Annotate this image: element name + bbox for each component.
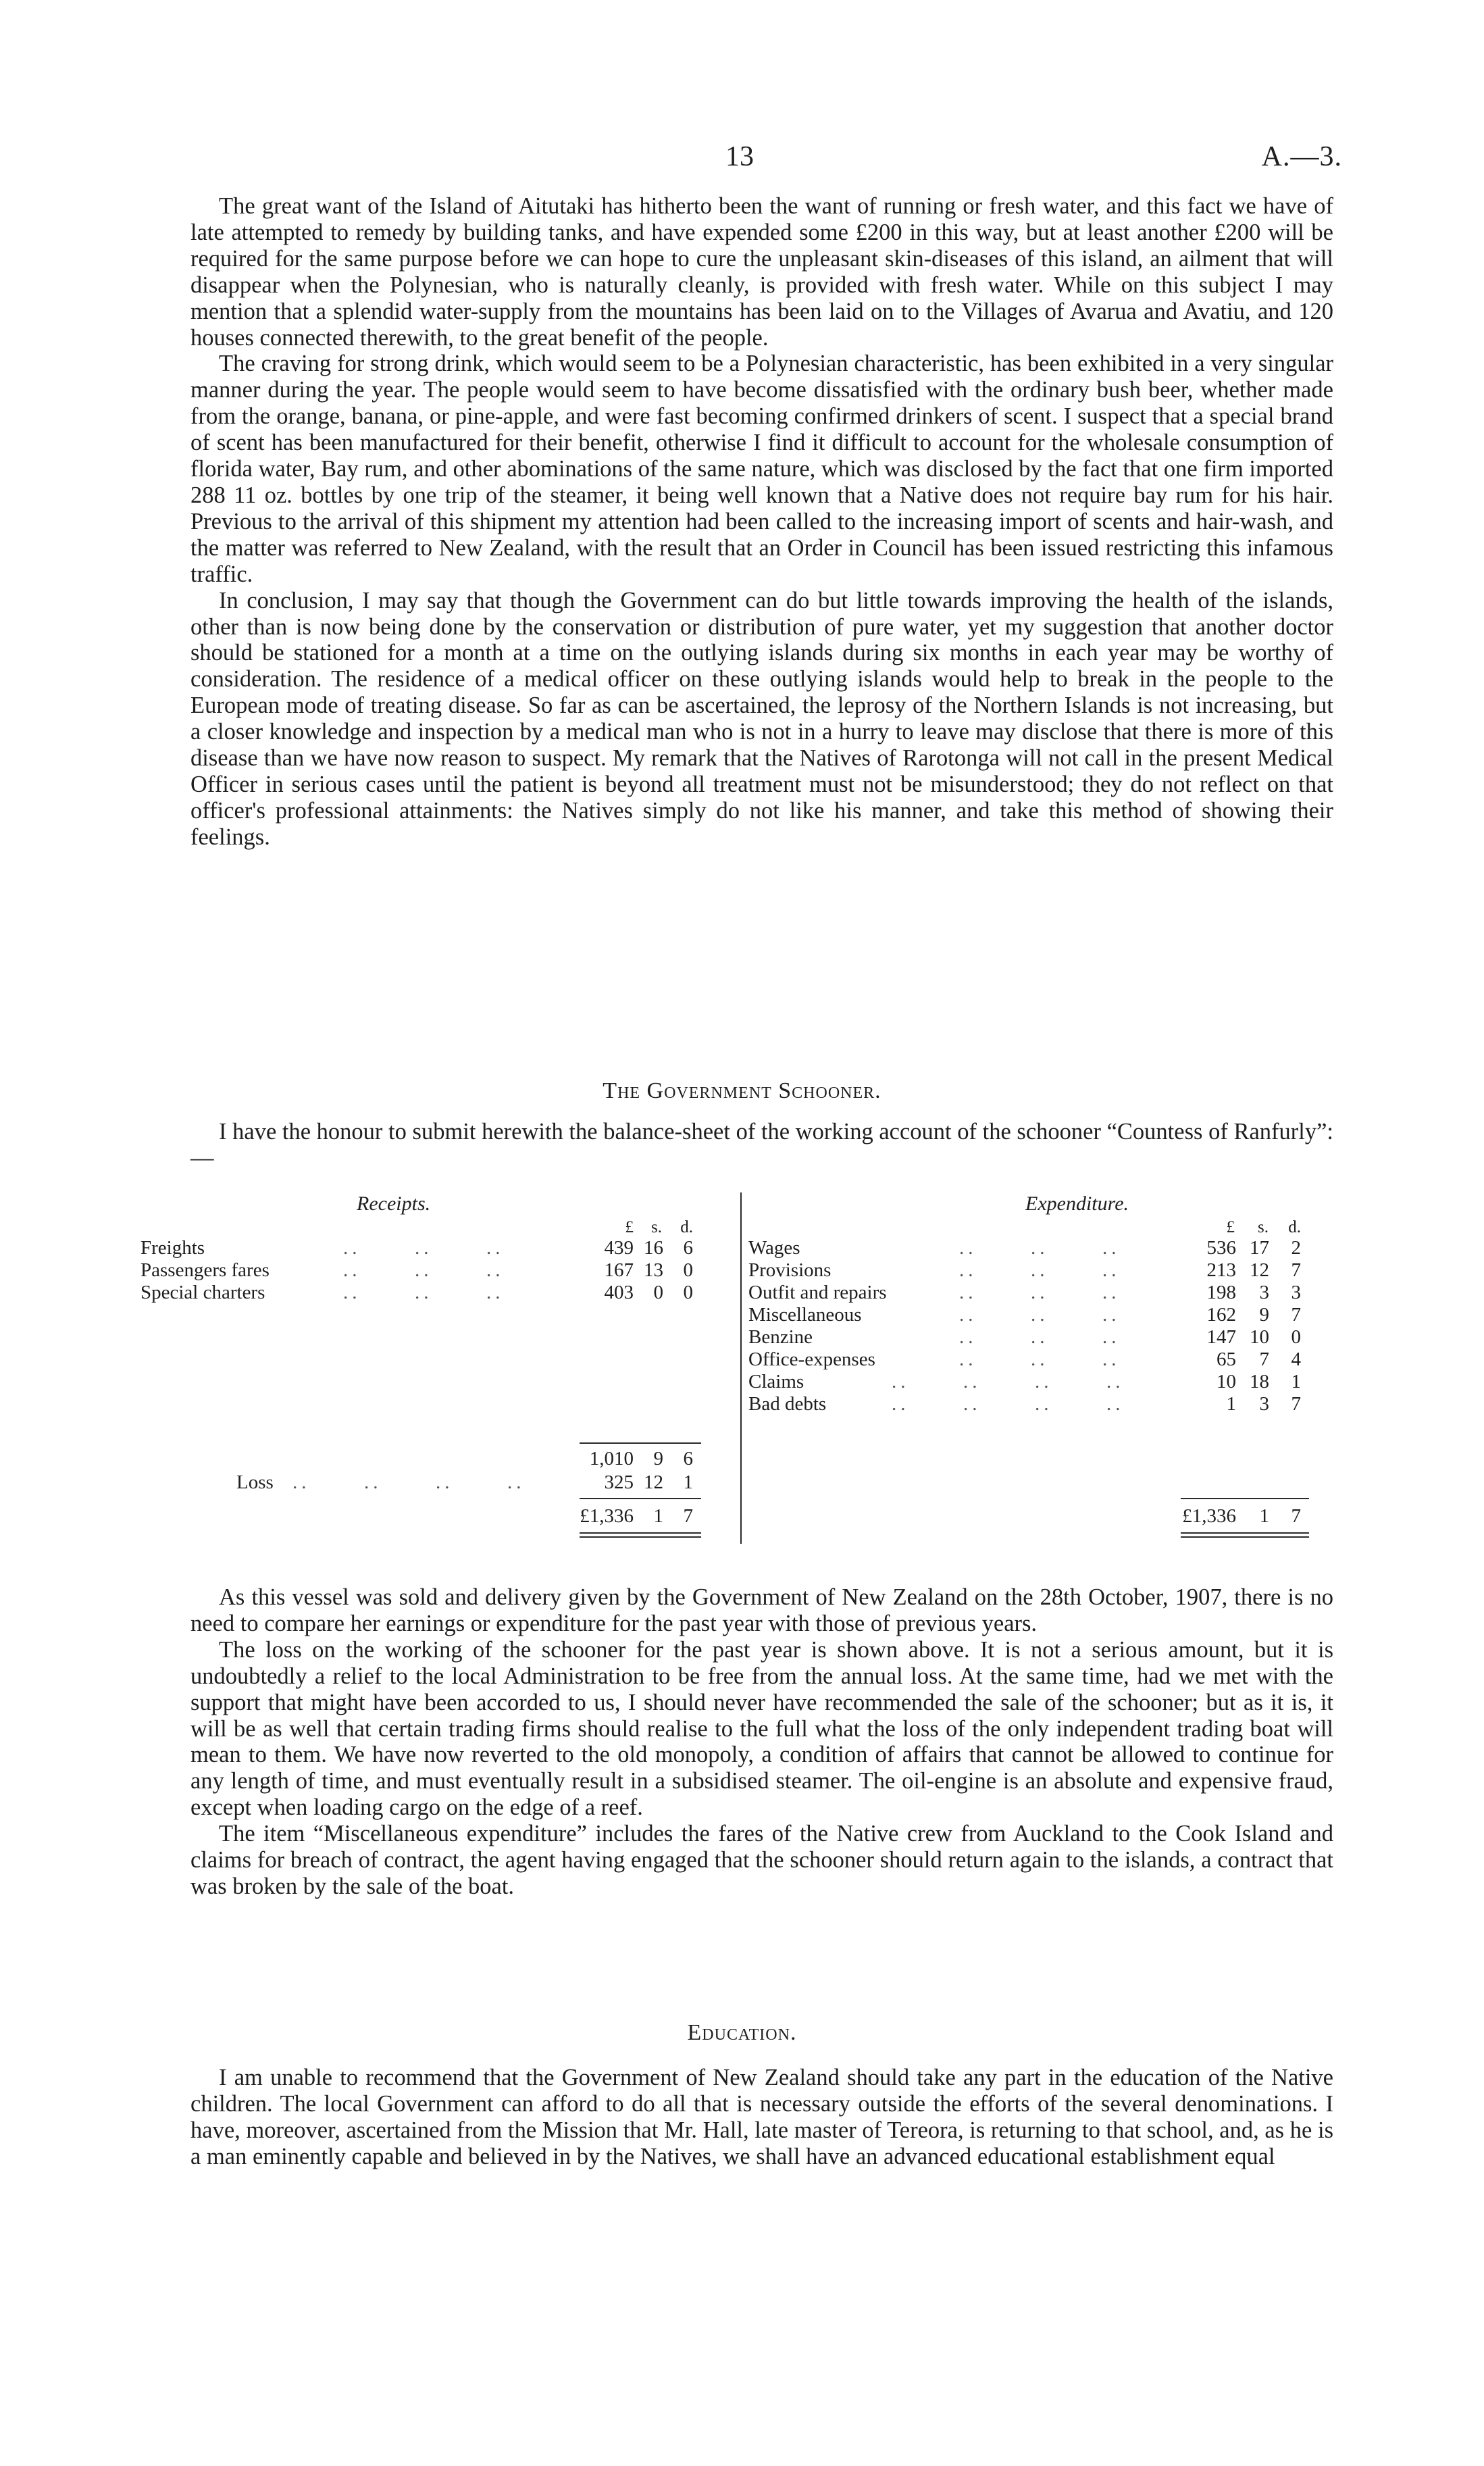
receipts-row [140,1259,728,1282]
receipts-label: Freights [140,1237,205,1259]
schooner-heading: The Government Schooner. [603,1078,881,1103]
expenditure-shillings: 3 [1259,1393,1269,1415]
expenditure-pence: 2 [1291,1237,1301,1259]
paragraph-aitutaki-water: The great want of the Island of Aitutaki has hitherto been the want of running or fresh water, and this fact we have of late attempted to remedy by building tanks, and have expended some £200 in this way, but at least another £200 will be required for the same purpose before we can hope to cure the unpleasant skin-diseases of this island, an ailment that will disappear when the Polynesian, who is naturally cleanly, is provided with fresh water. While on this subject I may mention that a splendid water-supply from the mountains has been laid on to the Villages of Avarua and Avatiu, and 120 houses connected therewith, to the great benefit of the people. [190,193,1333,351]
expenditure-pence: 7 [1291,1304,1301,1326]
leader-dots: .. .. .. .. [892,1371,1125,1392]
paragraph-miscellaneous-item: The item “Miscellaneous expenditure” includes the fares of the Native crew from Auckland to the Cook Island and claims for breach of contract, the agent having engaged that the schooner should return again to the islands, a contract that was broken by the sale of the boat. [190,1821,1333,1899]
leader-dots: .. .. .. [959,1304,1121,1326]
leader-dots: .. .. .. [959,1282,1121,1303]
receipts-total-row [140,1505,728,1528]
leader-dots: .. .. .. .. [892,1393,1125,1415]
receipts-pence: 0 [683,1259,693,1281]
expenditure-label: Miscellaneous [748,1304,862,1326]
expenditure-pence-header: d. [1288,1218,1301,1236]
expenditure-shillings: 7 [1259,1349,1269,1370]
receipts-pounds: 167 [604,1259,634,1281]
expenditure-row [748,1349,1329,1371]
education-heading: Education. [687,2020,797,2045]
expenditure-total-shillings: 1 [1259,1505,1269,1527]
receipts-shilling-header: s. [651,1218,662,1236]
receipts-shillings: 0 [653,1282,663,1303]
expenditure-label: Wages [748,1237,800,1259]
expenditure-label: Provisions [748,1259,831,1281]
expenditure-row [748,1282,1329,1304]
loss-pence: 1 [683,1471,693,1493]
receipts-pence-header: d. [680,1218,693,1236]
expenditure-row [748,1259,1329,1282]
expenditure-label: Outfit and repairs [748,1282,887,1303]
receipts-total-pence: 7 [683,1505,693,1527]
expenditure-pounds: 147 [1206,1326,1236,1348]
leader-dots: .. .. .. [959,1259,1121,1281]
subtotal-shillings: 9 [653,1448,663,1469]
document-reference: A.—3. [1261,141,1342,172]
leader-dots: .. .. .. [959,1349,1121,1370]
expenditure-pounds: 213 [1206,1259,1236,1281]
expenditure-total-row [748,1505,1329,1528]
expenditure-shillings: 18 [1250,1371,1269,1392]
leader-dots: .. .. .. [959,1237,1121,1259]
receipts-loss-row [140,1471,728,1494]
receipts-title: Receipts. [357,1192,431,1215]
receipts-label: Passengers fares [140,1259,270,1281]
expenditure-pounds: 536 [1206,1237,1236,1259]
paragraph-conclusion-health: In conclusion, I may say that though the Government can do but little towards improving the health of the islands, other than is now being done by the conservation or distribution of pure water, yet my suggestion that another doctor should be stationed for a month at a time on the outlying islands during six months in each year may be worthy of consideration. The residence of a medical officer on these outlying islands would help to break in the people to the European mode of treating disease. So far as can be ascertained, the leprosy of the Northern Islands is not increasing, but a closer knowledge and inspection by a medical man who is not in a hurry to leave may disclose that there is more of this disease than we have now reason to suspect. My remark that the Natives of Rarotonga will not call in the present Medical Officer in serious cases until the patient is beyond all treatment must not be misunderstood; they do not reflect on that officer's professional attainments: the Natives simply do not like his manner, and take this method of showing their feelings. [190,587,1333,850]
expenditure-shilling-header: s. [1258,1218,1269,1236]
receipts-row [140,1282,728,1304]
expenditure-shillings: 10 [1250,1326,1269,1348]
subtotal-pence: 6 [683,1448,693,1469]
expenditure-row [748,1371,1329,1393]
leader-dots: .. .. .. [959,1326,1121,1348]
leader-dots: .. .. .. [343,1259,505,1281]
receipts-shillings: 13 [644,1259,663,1281]
expenditure-label: Benzine [748,1326,813,1348]
expenditure-total-pounds: £1,336 [1182,1505,1236,1527]
expenditure-pounds: 10 [1217,1371,1236,1392]
schooner-intro-block [190,1119,1333,1172]
total-rule [580,1498,701,1499]
expenditure-pounds: 198 [1206,1282,1236,1303]
receipts-pounds: 439 [604,1237,634,1259]
expenditure-row [748,1304,1329,1326]
expenditure-row [748,1326,1329,1349]
receipts-subtotal-row [140,1448,728,1470]
leader-dots: .. .. .. [343,1237,505,1259]
paragraph-education: I am unable to recommend that the Government of New Zealand should take any part in the education of the Native children. The local Government can afford to do all that is necessary outside the efforts of the several denominations. I have, moreover, ascertained from the Mission that Mr. Hall, late master of Tereora, is returning to that school, and, as he is a man eminently capable and believed in by the Natives, we shall have an advanced educational establishment equal [190,2065,1333,2169]
subtotal-rule [580,1442,701,1444]
paragraph-vessel-sold: As this vessel was sold and delivery given by the Government of New Zealand on the 28th October, 1907, there is no need to compare her earnings or expenditure for the past year with those of previous years. [190,1584,1333,1636]
expenditure-row [748,1237,1329,1259]
expenditure-total-pence: 7 [1291,1505,1301,1527]
leader-dots: .. .. .. [343,1282,505,1303]
paragraph-schooner-loss: The loss on the working of the schooner for the past year is shown above. It is not a serious amount, but it is undoubtedly a relief to the local Administration to be free from the annual loss. At the same time, had we met with the support that might have been accorded to us, I should never have recommended the sale of the schooner; but as it is, it will be as well that certain trading firms should realise to the full what the loss of the only independent trading boat will mean to them. We have now reverted to the old monopoly, a condition of affairs that cannot be allowed to continue for any length of time, and must eventually result in a subsidised steamer. The oil-engine is an absolute and expensive fraud, except when loading cargo on the edge of a reef. [190,1636,1333,1821]
expenditure-label: Claims [748,1371,804,1392]
double-rule-top [580,1532,701,1534]
education-section [190,2065,1333,2170]
loss-label: Loss [236,1471,274,1493]
expenditure-pence: 7 [1291,1259,1301,1281]
expenditure-pound-header: £ [1226,1218,1235,1236]
expenditure-pounds: 162 [1206,1304,1236,1326]
expenditure-total-rule [1181,1498,1309,1499]
leader-dots: .. .. .. .. [292,1471,526,1493]
subtotal-pounds: 1,010 [589,1448,634,1469]
receipts-pence: 6 [683,1237,693,1259]
expenditure-shillings: 12 [1250,1259,1269,1281]
double-rule-bottom [580,1536,701,1538]
schooner-discussion [190,1584,1333,1900]
receipts-total-pounds: £1,336 [580,1505,634,1527]
schooner-intro: I have the honour to submit herewith the balance-sheet of the working account of the schooner “Countess of Ranfurly”:— [190,1119,1333,1171]
expenditure-pounds: 65 [1217,1349,1236,1370]
receipts-pence: 0 [683,1282,693,1303]
expenditure-pence: 7 [1291,1393,1301,1415]
loss-pounds: 325 [604,1471,634,1493]
expenditure-row [748,1393,1329,1415]
expenditure-shillings: 3 [1259,1282,1269,1303]
balance-sheet [140,1192,1336,1551]
receipts-label: Special charters [140,1282,265,1303]
expenditure-shillings: 9 [1259,1304,1269,1326]
expenditure-pence: 4 [1291,1349,1301,1370]
expenditure-pence: 0 [1291,1326,1301,1348]
expenditure-shillings: 17 [1250,1237,1269,1259]
expenditure-pence: 3 [1291,1282,1301,1303]
expenditure-label: Bad debts [748,1393,827,1415]
page-number: 13 [725,141,754,172]
expenditure-title: Expenditure. [1025,1192,1129,1215]
expenditure-pounds: 1 [1226,1393,1236,1415]
paragraph-strong-drink: The craving for strong drink, which would seem to be a Polynesian characteristic, has been exhibited in a very singular manner during the year. The people would seem to have become dissatisfied with the ordinary bush beer, whether made from the orange, banana, or pine-apple, and were fast becoming confirmed drinkers of scent. I suspect that a special brand of scent has been manufactured for their benefit, otherwise I find it difficult to account for the wholesale consumption of florida water, Bay rum, and other abominations of the same nature, which was disclosed by the fact that one firm imported 288 11 oz. bottles by one trip of the steamer, it being well known that a Native does not require bay rum for his hair. Previous to the arrival of this shipment my attention had been called to the increasing import of scents and hair-wash, and the matter was referred to New Zealand, with the result that an Order in Council has been issued restricting this infamous traffic. [190,351,1333,587]
receipts-pound-header: £ [625,1218,634,1236]
double-rule-top [1181,1532,1309,1534]
expenditure-pence: 1 [1291,1371,1301,1392]
receipts-pounds: 403 [604,1282,634,1303]
receipts-shillings: 16 [644,1237,663,1259]
loss-shillings: 12 [644,1471,663,1493]
health-section [190,193,1333,851]
double-rule-bottom [1181,1536,1309,1538]
receipts-row [140,1237,728,1259]
receipts-total-shillings: 1 [653,1505,663,1527]
column-divider [740,1192,742,1544]
expenditure-label: Office-expenses [748,1349,875,1370]
